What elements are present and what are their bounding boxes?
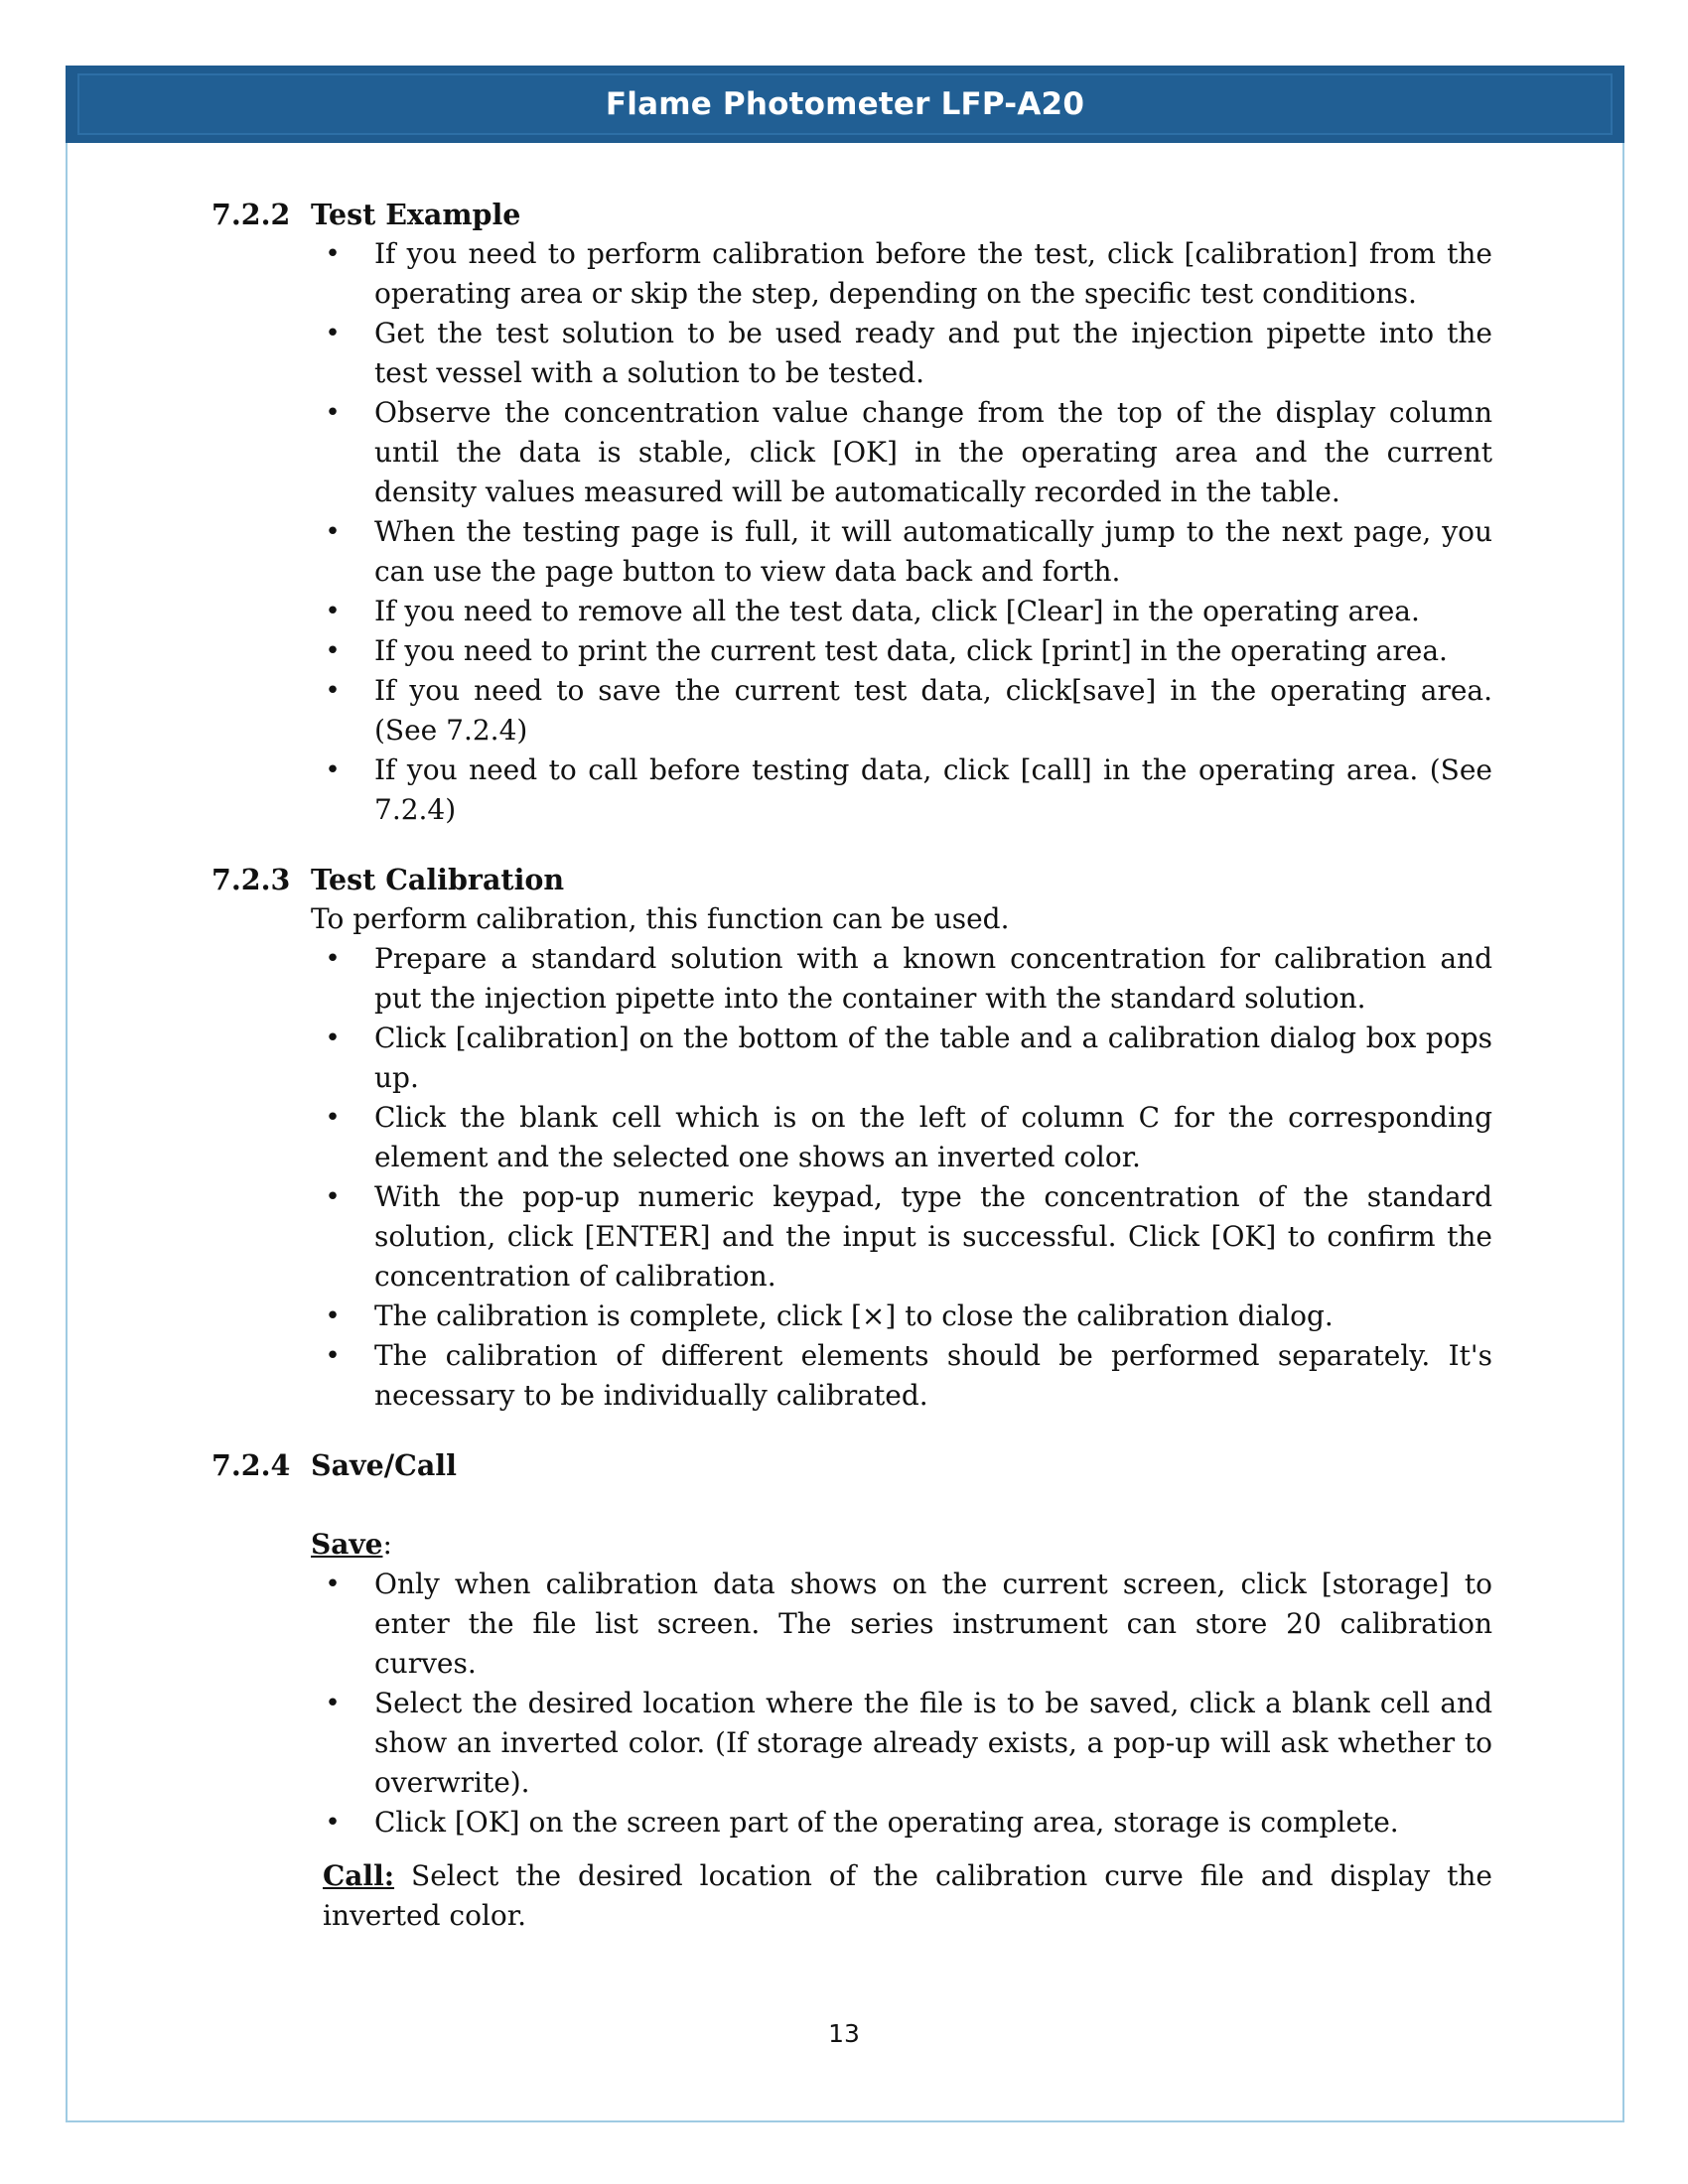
- bullet-icon: •: [325, 239, 341, 269]
- document-header-inner: [77, 73, 1613, 135]
- save-label-suffix: :: [382, 1528, 392, 1561]
- page-content: [211, 195, 1492, 1966]
- list-item: [311, 631, 1492, 671]
- list-item: [311, 671, 1492, 751]
- list-item-text: Select the desired location where the file is to be saved, click a blank cell and show an inverted color. (If storage already exists, a pop-up will ask whether to overwrite).: [374, 1687, 1492, 1799]
- section-title: Test Calibration: [311, 863, 565, 896]
- list-item-text: If you need to remove all the test data, click [Clear] in the operating area.: [374, 595, 1420, 627]
- bullet-icon: •: [325, 1570, 341, 1599]
- list-item: [311, 1336, 1492, 1416]
- list-item-text: When the testing page is full, it will automatically jump to the next page, you can use the page button to view data back and forth.: [374, 515, 1492, 588]
- section-heading: [211, 1445, 1492, 1485]
- document-header: [66, 66, 1624, 143]
- section-test-example: [211, 195, 1492, 830]
- list-item-text: The calibration is complete, click [×] to close the calibration dialog.: [374, 1299, 1334, 1332]
- bullet-icon: •: [325, 944, 341, 974]
- section-title: Save/Call: [311, 1448, 457, 1482]
- save-subheading: [311, 1525, 1492, 1565]
- list-item: [311, 1297, 1492, 1336]
- list-item-text: Click [OK] on the screen part of the operating area, storage is complete.: [374, 1806, 1399, 1839]
- bullet-icon: •: [325, 1182, 341, 1212]
- section-test-calibration: [211, 860, 1492, 1416]
- list-item: [311, 314, 1492, 393]
- bullet-icon: •: [325, 676, 341, 706]
- list-item-text: Only when calibration data shows on the current screen, click [storage] to enter the file list screen. The series instrument can store 20 calibration curves.: [374, 1568, 1492, 1680]
- bullet-icon: •: [325, 517, 341, 547]
- bullet-icon: •: [325, 636, 341, 666]
- list-item-text: Click the blank cell which is on the left of column C for the corresponding element and the selected one shows an inverted color.: [374, 1101, 1492, 1173]
- section-save-call: [211, 1445, 1492, 1936]
- bullet-list: [311, 234, 1492, 830]
- list-item-text: Prepare a standard solution with a known concentration for calibration and put the injection pipette into the container with the standard solution.: [374, 942, 1492, 1015]
- section-title: Test Example: [311, 198, 521, 231]
- list-item: [311, 592, 1492, 631]
- bullet-list: [311, 939, 1492, 1416]
- list-item: [311, 1177, 1492, 1297]
- list-item: [311, 751, 1492, 830]
- bullet-icon: •: [325, 1024, 341, 1053]
- bullet-icon: •: [325, 1341, 341, 1371]
- list-item: [311, 1803, 1492, 1843]
- call-text: Select the desired location of the calibration curve file and display the inverted color.: [323, 1859, 1492, 1932]
- list-item-text: With the pop-up numeric keypad, type the concentration of the standard solution, click [ENTER] and the input is successful. Click [OK] to confirm the concentration of calibration.: [374, 1180, 1492, 1293]
- section-heading: [211, 860, 1492, 899]
- list-item: [311, 1019, 1492, 1098]
- list-item: [311, 1565, 1492, 1684]
- list-item: [311, 1684, 1492, 1803]
- call-label: Call:: [323, 1859, 395, 1892]
- section-number: 7.2.4: [211, 1448, 291, 1482]
- bullet-icon: •: [325, 1301, 341, 1331]
- list-item-text: Observe the concentration value change from the top of the display column until the data is stable, click [OK] in the operating area and the current density values measured will be automatically recorded in the table.: [374, 396, 1492, 508]
- list-item-text: The calibration of different elements should be performed separately. It's necessary to be individually calibrated.: [374, 1339, 1492, 1412]
- list-item-text: Click [calibration] on the bottom of the table and a calibration dialog box pops up.: [374, 1022, 1492, 1094]
- list-item-text: If you need to perform calibration before the test, click [calibration] from the operating area or skip the step, depending on the specific test conditions.: [374, 237, 1492, 310]
- bullet-icon: •: [325, 1103, 341, 1133]
- bullet-icon: •: [325, 755, 341, 785]
- bullet-icon: •: [325, 319, 341, 348]
- list-item: [311, 393, 1492, 512]
- page-number: 13: [828, 2019, 860, 2048]
- document-title: Flame Photometer LFP-A20: [605, 86, 1085, 122]
- save-label: Save: [311, 1528, 383, 1561]
- list-item-text: If you need to print the current test data, click [print] in the operating area.: [374, 634, 1448, 667]
- bullet-icon: •: [325, 398, 341, 428]
- list-item: [311, 939, 1492, 1019]
- bullet-icon: •: [325, 1808, 341, 1838]
- section-number: 7.2.3: [211, 863, 291, 896]
- list-item: [311, 234, 1492, 314]
- bullet-icon: •: [325, 597, 341, 626]
- list-item-text: If you need to call before testing data, click [call] in the operating area. (See 7.2.4): [374, 753, 1492, 826]
- list-item-text: If you need to save the current test data, click[save] in the operating area. (See 7.2.4): [374, 674, 1492, 747]
- list-item-text: Get the test solution to be used ready and put the injection pipette into the test vessel with a solution to be tested.: [374, 317, 1492, 389]
- call-paragraph: [323, 1856, 1492, 1936]
- section-number: 7.2.2: [211, 198, 291, 231]
- section-intro: To perform calibration, this function can be used.: [311, 902, 1010, 935]
- bullet-list: [311, 1565, 1492, 1843]
- list-item: [311, 1098, 1492, 1177]
- section-heading: [211, 195, 1492, 234]
- bullet-icon: •: [325, 1689, 341, 1718]
- list-item: [311, 512, 1492, 592]
